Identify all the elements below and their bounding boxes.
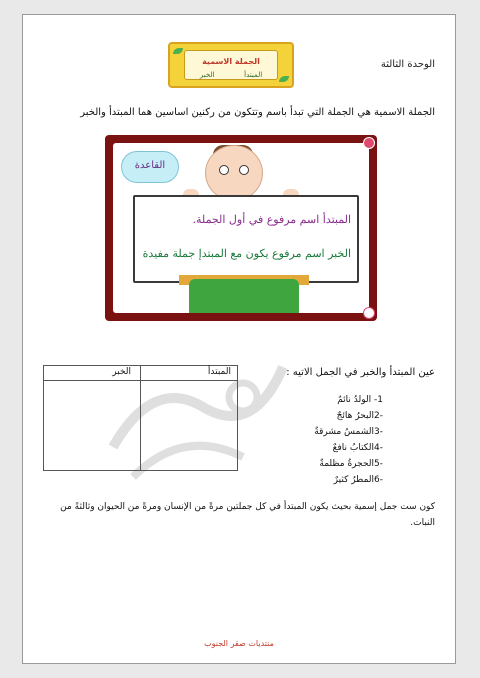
rule-mubtada: المبتدأ اسم مرفوع في أول الجملة. xyxy=(192,213,351,226)
cartoon-pants xyxy=(189,279,299,313)
sentence-item: -4الكتابُ نافعٌ xyxy=(332,443,383,453)
rule-badge-text: القاعدة xyxy=(134,160,166,171)
answer-table xyxy=(43,365,238,471)
table-header-khabar: الخبر xyxy=(112,367,131,377)
sentence-item: -3الشمسُ مشرقةٌ xyxy=(314,427,383,437)
table-divider xyxy=(140,366,141,470)
sentence-item: -6المطرُ كثيرٌ xyxy=(333,475,383,485)
banner-title: الجملة الاسمية xyxy=(202,57,260,66)
table-header-mubtada: المبتدأ xyxy=(207,367,231,377)
rule-badge xyxy=(121,151,179,183)
sentence-item: -2البحرُ هائجٌ xyxy=(336,411,383,421)
rule-slide-image xyxy=(105,135,377,321)
lesson-banner xyxy=(168,42,294,88)
rule-board xyxy=(133,195,359,283)
sentence-list xyxy=(314,392,383,488)
banner-card xyxy=(184,50,278,80)
table-header-rule xyxy=(44,380,237,381)
leaf-icon xyxy=(279,76,289,82)
cartoon-eye xyxy=(239,165,249,175)
sentence-item: -5الحجرةُ مظلمةٌ xyxy=(319,459,383,469)
unit-title: الوحدة الثالثة xyxy=(380,59,435,70)
banner-labels xyxy=(185,71,277,79)
cartoon-boy-head xyxy=(205,145,263,201)
exercise-question: عين المبتدأ والخبر في الجمل الاتيه : xyxy=(286,367,435,378)
writing-task: كون ست جمل إسمية بحيث يكون المبتدأ في كل جملتين مرةً من الإنسان ومرةً من الحيوان وثالثةً من النبات. xyxy=(60,502,435,528)
banner-left-label: الخبر xyxy=(199,71,215,79)
worksheet-page xyxy=(22,14,456,664)
slide-close-icon xyxy=(363,137,375,149)
leaf-icon xyxy=(173,48,183,54)
sentence-item: 1- الولدُ نائمٌ xyxy=(337,395,383,405)
slide-canvas xyxy=(113,143,369,313)
slide-nav-icon xyxy=(363,307,375,319)
intro-definition: الجملة الاسمية هي الجملة التي تبدأ باسم وتتكون من ركنين اساسين هما المبتدأ والخبر xyxy=(80,107,435,118)
rule-khabar: الخبر اسم مرفوع يكون مع المبتدإ جملة مفيدة xyxy=(142,247,351,260)
footer-credit: منتديات صقر الجنوب xyxy=(204,639,274,648)
banner-right-label: المبتدأ xyxy=(244,71,263,79)
cartoon-eye xyxy=(219,165,229,175)
